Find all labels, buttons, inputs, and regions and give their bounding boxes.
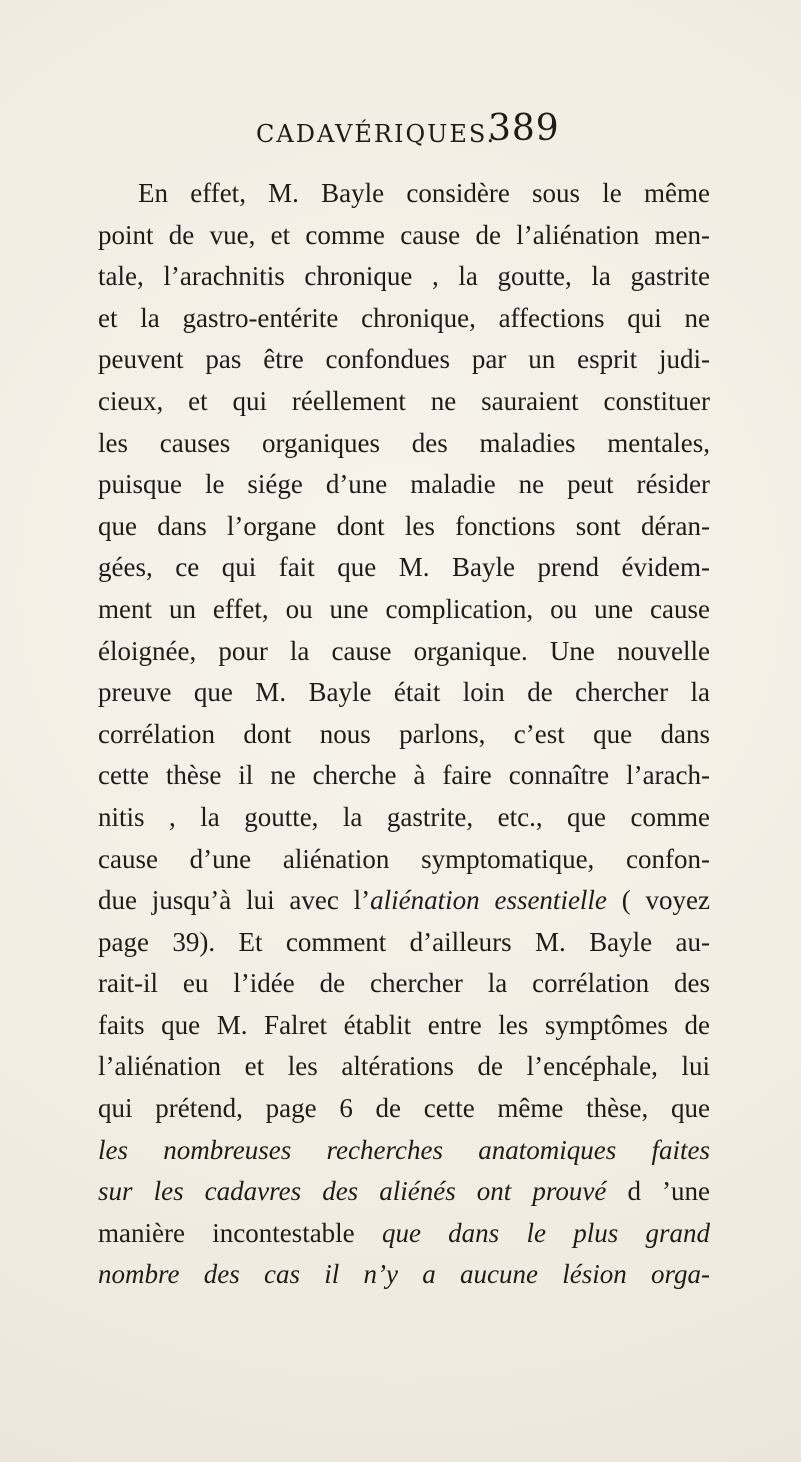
- text-line: puisque le siége d’une maladie ne peut résider: [98, 469, 710, 500]
- text-line: les causes organiques des maladies mentales,: [98, 427, 710, 458]
- text-line: éloignée, pour la cause organique. Une nouvelle: [98, 635, 710, 666]
- text-line: faits que M. Falret établit entre les symptômes de: [98, 1009, 710, 1040]
- text-line: manière incontestable que dans le plus grand: [98, 1217, 710, 1248]
- italic-phrase: sur les cadavres des aliénés ont prouvé: [98, 1176, 607, 1207]
- page-header: [256, 108, 560, 149]
- body-text: [98, 173, 710, 1296]
- running-head: CADAVÉRIQUES.: [256, 120, 497, 148]
- page-number: 389: [488, 108, 560, 149]
- text-line: nitis , la goutte, la gastrite, etc., que comme: [98, 801, 710, 832]
- text-line: gées, ce qui fait que M. Bayle prend évidem-: [98, 552, 710, 583]
- italic-phrase: aliénation essentielle: [370, 885, 607, 916]
- text-line: preuve que M. Bayle était loin de chercher la: [98, 677, 710, 708]
- text-line: cette thèse il ne cherche à faire connaître l’arach-: [98, 760, 710, 791]
- text-line: due jusqu’à lui avec l’aliénation essentielle ( voyez: [98, 885, 710, 916]
- text-line: que dans l’organe dont les fonctions sont déran-: [98, 510, 710, 541]
- italic-phrase: que dans le plus grand: [381, 1217, 710, 1248]
- text-line: rait-il eu l’idée de chercher la corrélation des: [98, 968, 710, 999]
- text-line: et la gastro-entérite chronique, affections qui ne: [98, 302, 710, 333]
- text-line: l’aliénation et les altérations de l’encéphale, lui: [98, 1051, 710, 1082]
- text-line: cieux, et qui réellement ne sauraient constituer: [98, 385, 710, 416]
- text-line: [98, 1254, 710, 1296]
- text-line: corrélation dont nous parlons, c’est que dans: [98, 718, 710, 749]
- text-line: cause d’une aliénation symptomatique, confon-: [98, 843, 710, 874]
- italic-phrase: nombre des cas il n’y a aucune lésion orga-: [98, 1259, 710, 1290]
- text-line: tale, l’arachnitis chronique , la goutte, la gastrite: [98, 261, 710, 292]
- text-line: peuvent pas être confondues par un esprit judi-: [98, 344, 710, 375]
- text-line: En effet, M. Bayle considère sous le même: [138, 178, 710, 208]
- text-line: [98, 1130, 710, 1172]
- text-line: ment un effet, ou une complication, ou une cause: [98, 593, 710, 624]
- text-line: qui prétend, page 6 de cette même thèse, que: [98, 1093, 710, 1124]
- text-line: page 39). Et comment d’ailleurs M. Bayle au-: [98, 926, 710, 957]
- italic-phrase: les nombreuses recherches anatomiques faites: [98, 1134, 710, 1165]
- text-line: sur les cadavres des aliénés ont prouvé d ’une: [98, 1176, 710, 1207]
- text-line: point de vue, et comme cause de l’aliénation men-: [98, 219, 710, 250]
